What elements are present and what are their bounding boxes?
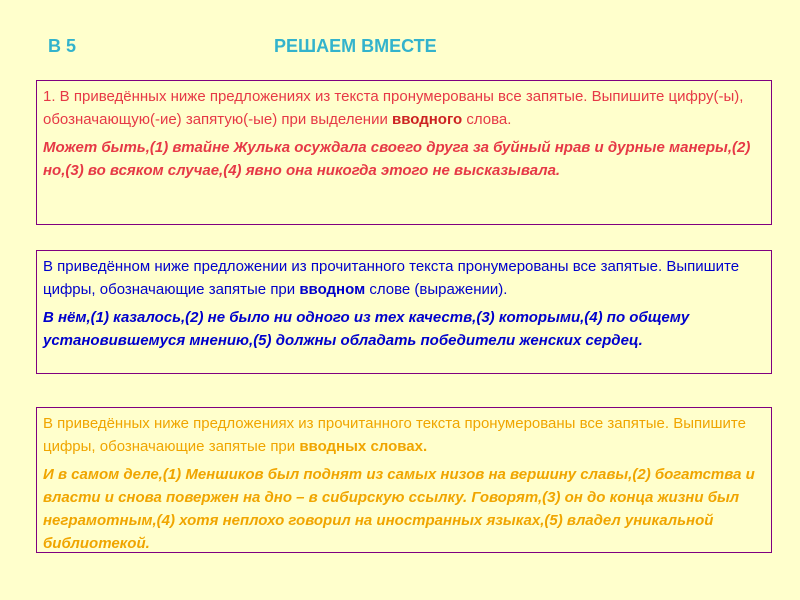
task-box-2 (36, 250, 772, 374)
task-box-3 (36, 407, 772, 553)
task-3-keyword: вводных словах. (299, 438, 428, 455)
task-2-keyword: вводном (299, 281, 366, 298)
task-1-instruction-end: слова. (462, 111, 512, 128)
slide-header (0, 36, 800, 60)
slide-title: РЕШАЕМ ВМЕСТЕ (274, 36, 437, 56)
task-box-1 (36, 80, 772, 225)
task-1-instruction-text: 1. В приведённых ниже предложениях из текста пронумерованы все запятые. Выпишите цифру(-ы), обозначающую(-ие) запятую(-ые) при выделении (43, 88, 744, 128)
task-2-sentence: В нём,(1) казалось,(2) не было ни одного из тех качеств,(3) которыми,(4) по общему установившемуся мнению,(5) должны обладать победители женских сердец. (43, 309, 690, 349)
task-3-instruction (43, 412, 765, 458)
task-2-instruction-text: В приведённом ниже предложении из прочитанного текста пронумерованы все запятые. Выпишите цифры, обозначающие запятые при (43, 258, 740, 298)
task-2-instruction (43, 255, 765, 301)
task-1-keyword: вводного (392, 111, 463, 128)
task-3-instruction-text: В приведённых ниже предложениях из прочитанного текста пронумерованы все запятые. Выпишите цифры, обозначающие запятые при (43, 415, 746, 455)
task-2-instruction-end: слове (выражении). (365, 281, 508, 298)
task-number-label: В 5 (48, 36, 77, 56)
task-3-sentence: И в самом деле,(1) Меншиков был поднят из самых низов на вершину славы,(2) богатства и власти и снова повержен на дно – в сибирскую ссылку. Говорят,(3) он до конца жизни был неграмотным,(4) хотя неплохо говорил на иностранных языках,(5) владел уникальной библиотекой. (43, 466, 755, 552)
task-1-sentence: Может быть,(1) втайне Жулька осуждала своего друга за буйный нрав и дурные манеры,(2) но,(3) во всяком случае,(4) явно она никогда этого не высказывала. (43, 139, 751, 179)
task-1-instruction (43, 85, 765, 131)
